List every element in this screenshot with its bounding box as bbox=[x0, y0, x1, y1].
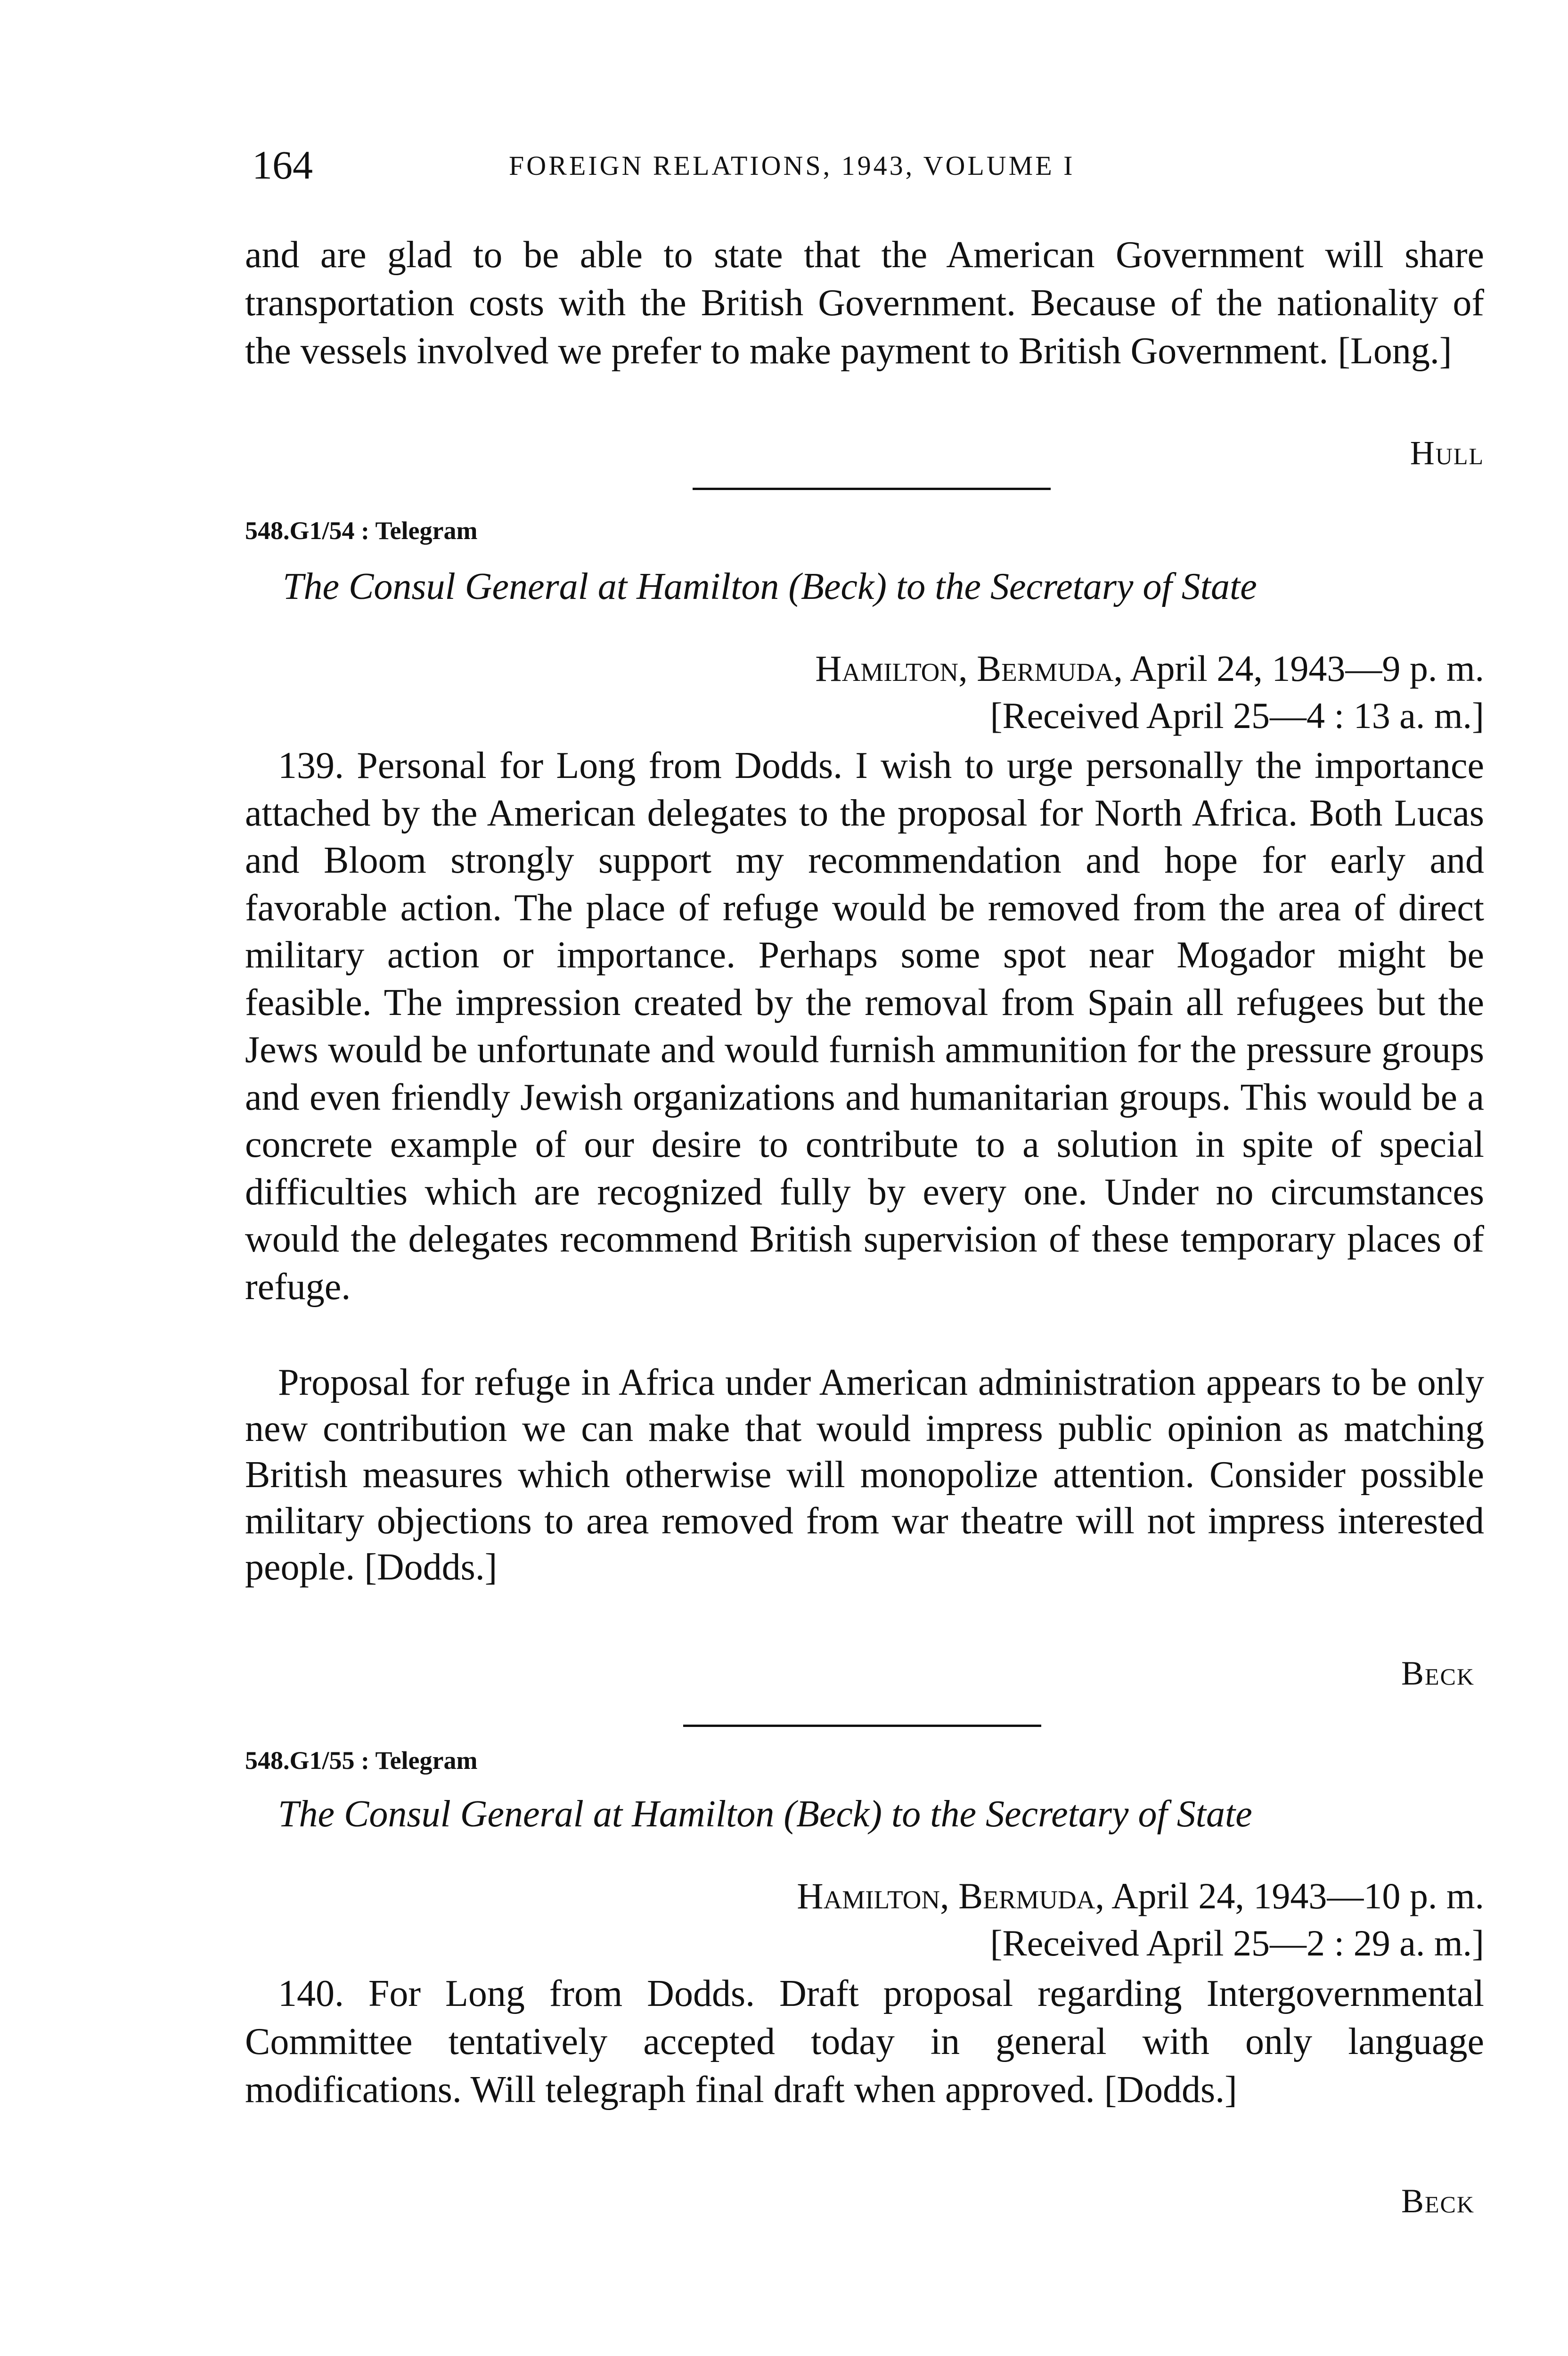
received-line: [Received April 25—2 : 29 a. m.] bbox=[990, 1922, 1484, 1963]
telegram-paragraph: 140. For Long from Dodds. Draft proposal regarding Intergovernmental Committee tentatively accepted today in general with only language modifications. Will telegraph final draft when approved. [Dodds.] bbox=[245, 1973, 1484, 2111]
dateline-place: Hamilton, Bermuda, bbox=[797, 1875, 1104, 1916]
signature-beck: Beck bbox=[1401, 1654, 1475, 1692]
received-line: [Received April 25—4 : 13 a. m.] bbox=[990, 695, 1484, 736]
dateline-date: April 24, 1943—10 p. m. bbox=[1104, 1875, 1484, 1916]
document-title: The Consul General at Hamilton (Beck) to the Secretary of State bbox=[278, 1793, 1252, 1835]
document-title: The Consul General at Hamilton (Beck) to the Secretary of State bbox=[283, 566, 1257, 607]
page-number: 164 bbox=[252, 142, 313, 188]
signature-hull: Hull bbox=[1410, 434, 1484, 472]
file-reference: 548.G1/55 : Telegram bbox=[245, 1746, 478, 1775]
telegram-paragraph: 139. Personal for Long from Dodds. I wish to urge personally the importance attached by the American delegates to the proposal for North Africa. Both Lucas and Bloom strongly support my recommendation and hope for early and favorable action. The place of refuge would be removed from the area of direct military action or importance. Perhaps some spot near Mogador might be feasible. The impression created by the removal from Spain all refugees but the Jews would be unfortunate and would furnish ammunition for the pressure groups and even friendly Jewish organizations and humanitarian groups. This would be a concrete example of our desire to contribute to a solution in spite of special difficulties which are recognized fully by every one. Under no circumstances would the delegates recommend British supervision of these temporary places of refuge. bbox=[245, 745, 1484, 1308]
file-reference: 548.G1/54 : Telegram bbox=[245, 516, 478, 545]
dateline bbox=[245, 1873, 1484, 1919]
dateline-date: April 24, 1943—9 p. m. bbox=[1122, 648, 1484, 689]
telegram-paragraph: Proposal for refuge in Africa under American administration appears to be only new contribution we can make that would impress public opinion as matching British measures which otherwise will monopolize attention. Consider possible military objections to area removed from war theatre will not impress interested people. [Dodds.] bbox=[245, 1362, 1484, 1588]
signature-beck: Beck bbox=[1401, 2182, 1475, 2220]
dateline bbox=[245, 646, 1484, 692]
section-divider bbox=[693, 488, 1051, 490]
dateline-place: Hamilton, Bermuda, bbox=[815, 648, 1123, 689]
section-divider bbox=[683, 1725, 1041, 1727]
continuation-paragraph: and are glad to be able to state that the American Government will share transportation costs with the British Government. Because of the nationality of the vessels involved we prefer to make payment to British Government. [Long.] bbox=[245, 234, 1484, 372]
running-title: FOREIGN RELATIONS, 1943, VOLUME I bbox=[509, 150, 1075, 181]
